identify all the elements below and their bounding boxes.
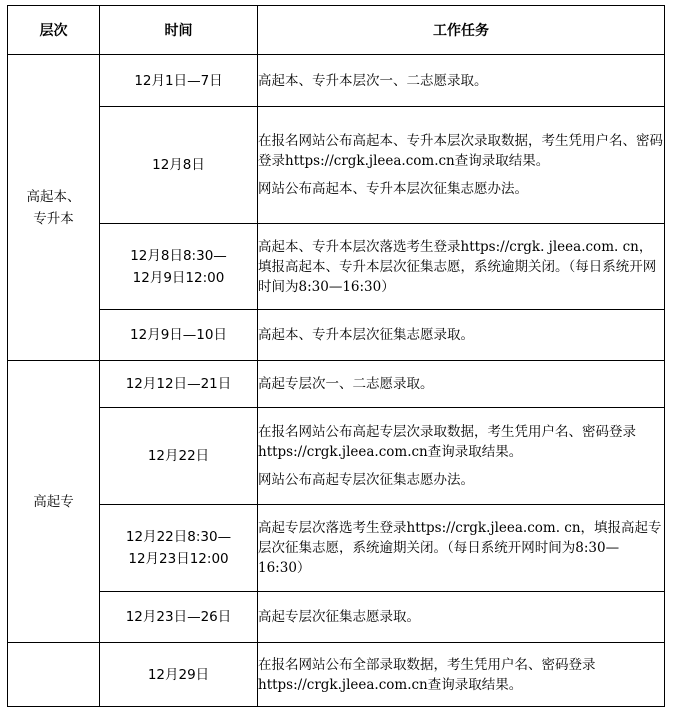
time-text: 12月12日—21日 [125,376,232,392]
task-text: 高起专层次一、二志愿录取。 [258,376,434,392]
task-cell [258,224,665,310]
table-row [8,310,665,361]
time-cell [100,107,258,224]
level-cell [8,643,100,707]
task-text: 在报名网站公布全部录取数据，考生凭用户名、密码登录https://crgk.jleea.com.cn查询录取结果。 [258,656,596,693]
level-label: 高起本、 [26,188,81,205]
level-cell [8,361,100,643]
time-text: 12月22日8:30— [125,529,232,545]
time-cell [100,592,258,643]
time-cell [100,408,258,505]
admission-schedule-table [7,5,665,707]
task-text: 在报名网站公布高起本、专升本层次录取数据，考生凭用户名、密码登录https://crgk.jleea.com.cn查询录取结果。 [258,133,663,169]
time-cell [100,310,258,361]
task-cell [258,408,665,505]
level-cell [8,55,100,361]
table-row [8,107,665,224]
time-cell [100,361,258,408]
time-text: 12月9日12:00 [132,269,225,286]
table-row [8,643,665,707]
table-row [8,408,665,505]
task-text: 网站公布高起本、专升本层次征集志愿办法。 [258,181,528,197]
level-label: 高起专 [33,493,74,510]
task-text: 高起本、专升本层次一、二志愿录取。 [258,72,488,89]
task-cell [258,310,665,361]
task-cell [258,592,665,643]
header-time: 时间 [100,6,258,55]
task-cell [258,643,665,707]
table-row [8,592,665,643]
table-row [8,55,665,107]
task-cell [258,505,665,592]
task-text: 高起本、专升本层次征集志愿录取。 [258,327,474,343]
table-row [8,361,665,408]
time-cell [100,505,258,592]
time-text: 12月1日—7日 [134,72,223,89]
header-task: 工作任务 [258,6,665,55]
time-cell [100,55,258,107]
time-cell [100,643,258,707]
time-text: 12月22日 [147,448,210,464]
table-row [8,224,665,310]
level-label: 专升本 [33,210,74,227]
task-text: 网站公布高起专层次征集志愿办法。 [258,472,474,488]
time-text: 12月9日—10日 [130,327,227,343]
task-text: 高起专层次征集志愿录取。 [258,609,420,625]
task-text: 在报名网站公布高起专层次录取数据，考生凭用户名、密码登录https://crgk.jleea.com.cn查询录取结果。 [258,424,636,460]
header-level: 层次 [8,6,100,55]
time-text: 12月23日—26日 [125,609,232,625]
time-text: 12月23日12:00 [128,551,229,567]
table-header-row [8,6,665,55]
task-cell [258,361,665,408]
time-text: 12月29日 [147,666,210,683]
table-row [8,505,665,592]
time-text: 12月8日 [152,157,205,173]
time-cell [100,224,258,310]
task-cell [258,55,665,107]
task-text: 高起本、专升本层次落选考生登录https://crgk. jleea.com. cn，填报高起本、专升本层次征集志愿，系统逾期关闭。（每日系统开网时间为8:30—16:30） [258,238,657,295]
task-text: 高起专层次落选考生登录https://crgk.jleea.com. cn，填报高起专层次征集志愿，系统逾期关闭。（每日系统开网时间为8:30—16:30） [258,520,662,576]
task-cell [258,107,665,224]
time-text: 12月8日8:30— [130,247,227,264]
